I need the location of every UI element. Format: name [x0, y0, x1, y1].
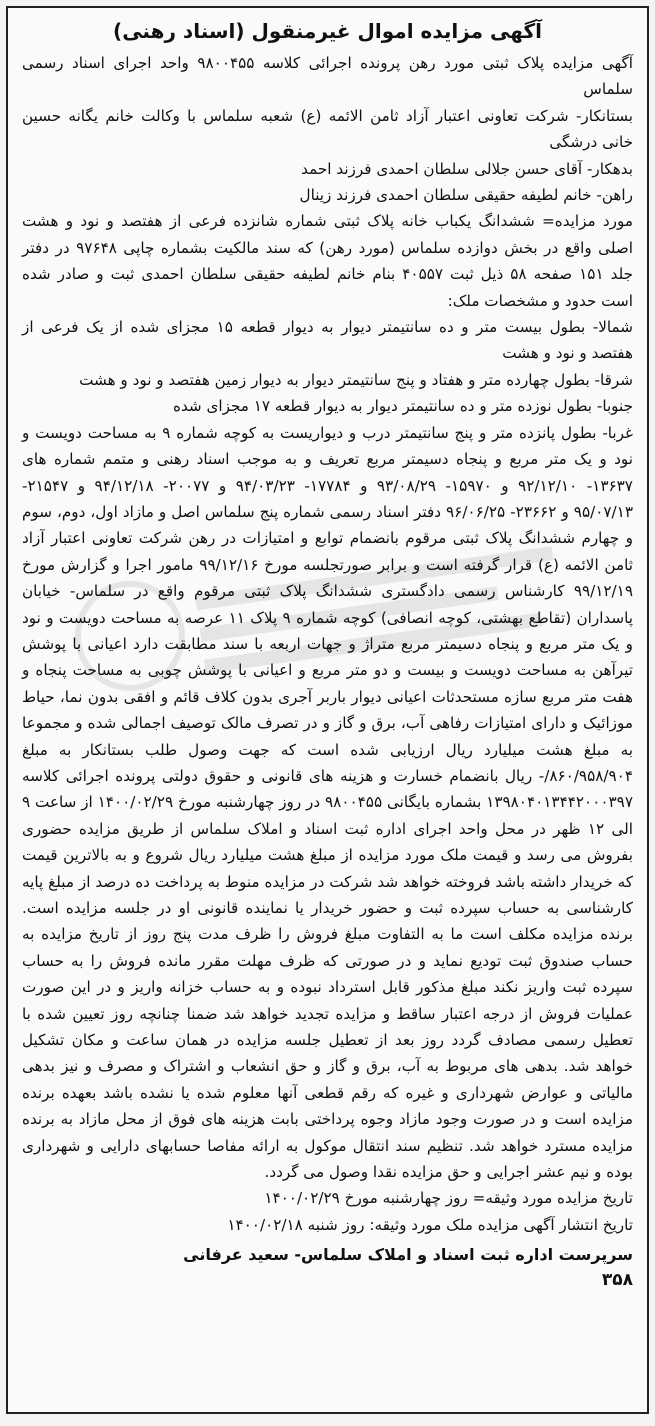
notice-body: [22, 50, 633, 1238]
debtor-paragraph: بدهکار- آقای حسن جلالی سلطان احمدی فرزند احمد: [301, 159, 633, 178]
notice-title: آگهی مزایده اموال غیرمنقول (اسناد رهنی): [113, 19, 542, 43]
signature-line: سرپرست اداره ثبت اسناد و املاک سلماس- سعید عرفانی: [183, 1245, 633, 1265]
intro-paragraph: آگهی مزایده پلاک ثبتی مورد رهن پرونده اجرائی کلاسه ۹۸۰۰۴۵۵ واحد اجرای اسناد رسمی سلماس: [22, 54, 633, 99]
south-boundary-paragraph: جنوبا- بطول نوزده متر و ده سانتیمتر دیوار به دیوار قطعه ۱۷ مجزای شده: [172, 397, 633, 416]
creditor-paragraph: بستانکار- شرکت تعاونی اعتبار آزاد ثامن الائمه (ع) شعبه سلماس با وکالت خانم یگانه حسین خانی درشگی: [22, 106, 633, 152]
west-boundary-and-terms-paragraph: غربا- بطول پانزده متر و پنج سانتیمتر درب و دیواریست به کوچه شماره ۹ به مساحت دویست و نود و یک متر مربع و پنجاه دسیمتر مربع تعریف و به موجب اسناد رهنی و متمم شماره های ۱۳۶۳۷- ۹۲/۱۲/۱۰ و ۱۵۹۷۰- ۹۳/۰۸/۲۹ و ۱۷۷۸۴- ۹۴/۰۳/۲۳ و ۲۰۰۷۷- ۹۴/۱۲/۱۸ و ۲۱۵۴۷- ۹۵/۰۷/۱۳ و ۲۳۶۶۲- ۹۶/۰۶/۲۵ دفتر اسناد رسمی شماره پنج سلماس اصل و مازاد اول، دوم، سوم و چهارم ششدانگ پلاک ثبتی مرقوم بانضمام توابع و امتیازات در رهن شرکت تعاونی اعتبار آزاد ثامن الائمه (ع) قرار گرفته است و برابر صورتجلسه مورخ ۹۹/۱۲/۱۶ مامور اجرا و گزارش مورخ ۹۹/۱۲/۱۹ کارشناس رسمی دادگستری ششدانگ پلاک ثبتی مرقوم واقع در سلماس- خیابان پاسداران (تقاطع بهشتی، کوچه انصافی) کوچه شماره ۹ پلاک ۱۱ عرصه به مساحت دویست و نود و یک متر مربع و پنجاه دسیمتر مربع متراژ و جهات اربعه با سند مطابقت دارد اعیانی با پوشش تیرآهن به مساحت دویست و بیست و دو متر مربع و اعیانی با پوشش چوبی به مساحت پنجاه و هفت متر مربع سازه مستحدثات اعیانی دیوار باربر آجری بدون کلاف قائم و افقی بدون نما، حیاط موزائیک و دارای امتیازات رفاهی آب، برق و گاز و در تصرف مالک توصیف اجمالی شده و مجموعا به مبلغ هشت میلیارد ریال ارزیابی شده است که جهت وصول طلب بستانکار به مبلغ ۸۶۰/۹۵۸/۹۰۴/- ریال بانضمام خسارت و هزینه های قانونی و حقوق دولتی پرونده اجرائی کلاسه ۱۳۹۸۰۴۰۱۳۴۴۲۰۰۰۳۹۷ بشماره بایگانی ۹۸۰۰۴۵۵ در روز چهارشنبه مورخ ۱۴۰۰/۰۲/۲۹ از ساعت ۹ الی ۱۲ ظهر در محل واحد اجرای اداره ثبت اسناد و املاک سلماس از طریق مزایده حضوری بفروش می رسد و قیمت ملک مورد مزایده از مبلغ هشت میلیارد ریال شروع و به بالاترین قیمت که خریدار داشته باشد فروخته خواهد شد شرکت در مزایده منوط به پرداخت ده درصد از مبلغ پایه کارشناسی به حساب سپرده ثبت و حضور خریدار یا نماینده قانونی او در جلسه مزایده است. برنده مزایده مکلف است ما به التفاوت مبلغ فروش را ظرف مدت پنج روز از تاریخ مزایده به حساب صندوق ثبت تودیع نماید و در صورتی که ظرف مهلت مقرر مانده فروش را به حساب سپرده ثبت واریز نکند مبلغ مذکور قابل استرداد نبوده و به حساب خزانه واریز و در این صورت عملیات فروش از درجه اعتبار ساقط و مزایده تجدید خواهد شد ضمنا چنانچه روز تعیین شده با تعطیل رسمی مصادف گردد روز بعد از تعطیل جلسه مزایده در همان ساعت و مکان تشکیل خواهد شد. بدهی های مربوط به آب، برق و گاز و حق انشعاب و اشتراک و مصرف و نیز بدهی مالیاتی و عوارض شهرداری و غیره که رقم قطعی آنها معلوم شده یا نشده باشد بعهده برنده مزایده است و در صورت وجود مازاد وجوه پرداختی بابت هزینه های فوق از محل مازاد به برنده مزایده مسترد خواهد شد. تنظیم سند انتقال موکول به ارائه مفاصا حسابهای دارایی و شهرداری بوده و نیم عشر اجرایی و حق مزایده نقدا وصول می گردد.: [22, 423, 633, 1182]
publication-date-paragraph: تاریخ انتشار آگهی مزایده ملک مورد وثیقه: روز شنبه ۱۴۰۰/۰۲/۱۸: [227, 1215, 633, 1234]
north-boundary-paragraph: شمالا- بطول بیست متر و ده سانتیمتر دیوار به دیوار قطعه ۱۵ مجزای شده از یک فرعی از هفتصد و نود و هشت: [22, 318, 633, 363]
auction-date-paragraph: تاریخ مزایده مورد وثیقه= روز چهارشنبه مورخ ۱۴۰۰/۰۲/۲۹: [264, 1189, 633, 1208]
notice-code: ۳۵۸: [601, 1270, 633, 1291]
auction-subject-paragraph: مورد مزایده= ششدانگ یکباب خانه پلاک ثبتی شماره شانزده فرعی از هفتصد و نود و هشت اصلی واقع در بخش دوازده سلماس (مورد رهن) که سند مالکیت بشماره چاپی ۹۷۶۴۸ در دفتر جلد ۱۵۱ صفحه ۵۸ ذیل ثبت ۴۰۵۵۷ بنام خانم لطیفه حقیقی سلطان احمدی ثبت و صادر شده است حدود و مشخصات ملک:: [22, 212, 633, 310]
mortgagor-paragraph: راهن- خانم لطیفه حقیقی سلطان احمدی فرزند زینال: [299, 186, 633, 205]
auction-notice: [6, 6, 649, 1414]
east-boundary-paragraph: شرقا- بطول چهارده متر و هفتاد و پنج سانتیمتر دیوار به دیوار زمین هفتصد و نود و هشت: [79, 370, 633, 389]
